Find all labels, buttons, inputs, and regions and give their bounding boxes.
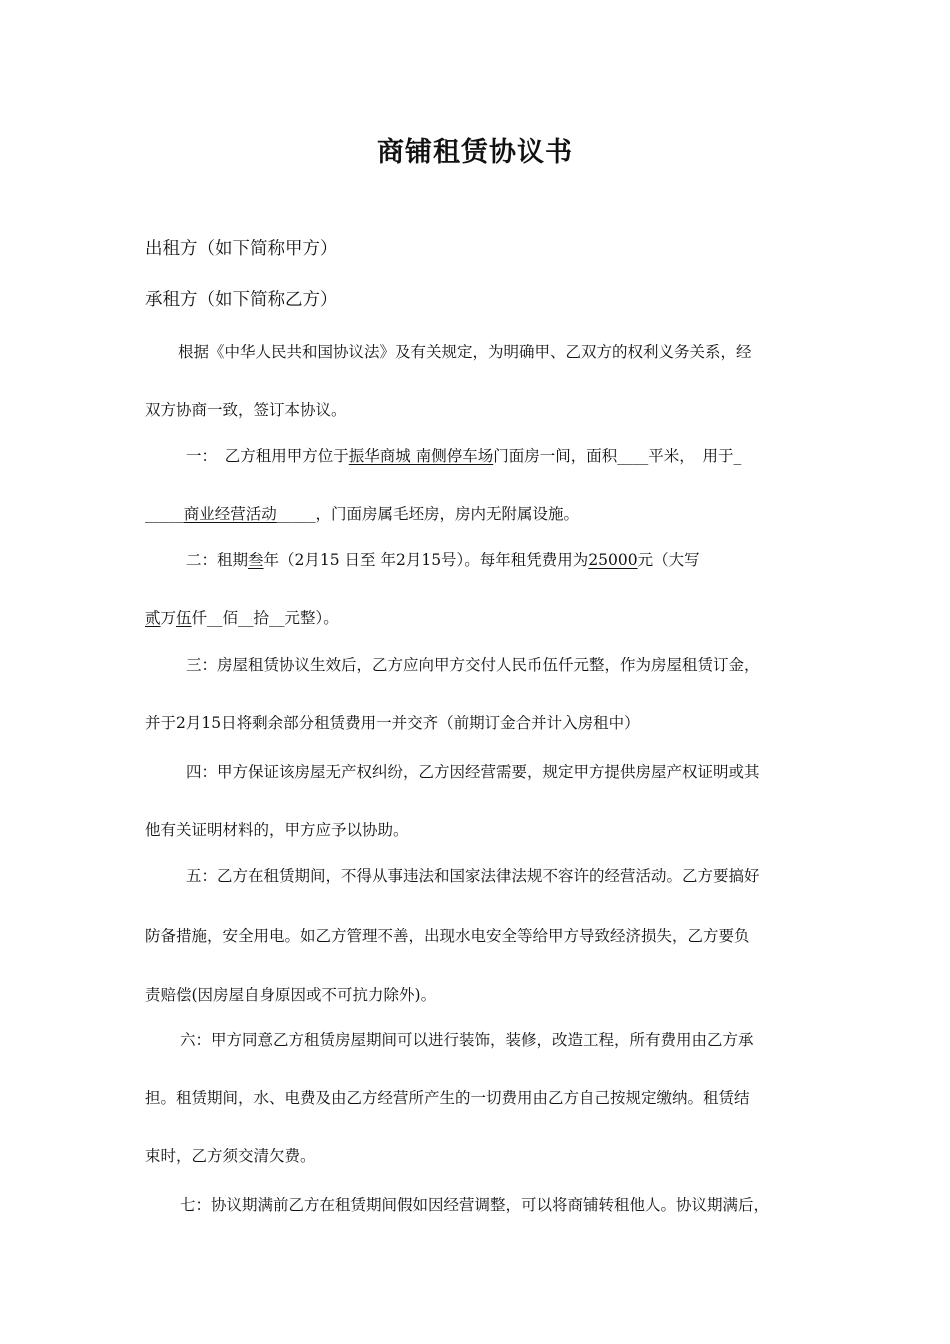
lease-years-value: 叁 <box>248 551 264 569</box>
clause-4-line-2: 他有关证明材料的，甲方应予以协助。 <box>145 821 409 839</box>
clause-2-text: 元（大写 <box>637 551 700 569</box>
clause-2-text: 二：租期 <box>186 551 249 569</box>
usage-value: 商业经营活动 <box>183 505 277 523</box>
usage-blank: _____ <box>276 505 316 523</box>
clause-1-text: 一： 乙方租用甲方位于 <box>186 447 349 465</box>
clause-3-line-2: 并于2月15日将剩余部分租赁费用一并交齐（前期订金合并计入房租中） <box>145 714 640 732</box>
intro-line-1: 根据《中华人民共和国协议法》及有关规定，为明确甲、乙双方的权利义务关系，经 <box>178 343 752 361</box>
clause-6-line-1: 六：甲方同意乙方租赁房屋期间可以进行装饰，装修，改造工程，所有费用由乙方承 <box>180 1031 754 1049</box>
shop-location-value: 振华商城 南侧停车场 <box>348 447 494 465</box>
clause-5-line-2: 防备措施，安全用电。如乙方管理不善，出现水电安全等给甲方导致经济损失，乙方要负 <box>145 927 750 945</box>
intro-line-2: 双方协商一致，签订本协议。 <box>145 401 347 419</box>
amount-wan-unit: 万 <box>160 609 177 627</box>
clause-2-text: 仟__佰__拾__元整）。 <box>191 609 339 627</box>
clause-2-line-2 <box>145 607 339 629</box>
clause-2-text: 年（2月15 日至 年2月15号）。每年租凭费用为 <box>263 551 589 569</box>
clause-6-line-3: 束时，乙方须交清欠费。 <box>145 1147 316 1165</box>
clause-1-line-2 <box>145 503 579 525</box>
lessee-line: 承租方（如下简称乙方） <box>145 290 338 310</box>
clause-5-line-1: 五：乙方在租赁期间，不得从事违法和国家法律法规不容许的经营活动。乙方要搞好 <box>186 867 760 885</box>
usage-blank: _____ <box>145 505 184 523</box>
clause-1-text: 平米， 用于_ <box>648 447 742 465</box>
clause-4-line-1: 四：甲方保证该房屋无产权纠纷，乙方因经营需要，规定甲方提供房屋产权证明或其 <box>186 763 760 781</box>
amount-qian-digit: 伍 <box>176 609 192 627</box>
clause-3-line-1: 三：房屋租赁协议生效后，乙方应向甲方交付人民币伍仟元整，作为房屋租赁订金， <box>186 656 760 674</box>
amount-wan-digit: 贰 <box>145 609 161 627</box>
clause-7-line-1: 七：协议期满前乙方在租赁期间假如因经营调整，可以将商铺转租他人。协议期满后， <box>180 1196 770 1214</box>
document-title: 商铺租赁协议书 <box>377 137 573 168</box>
clause-1-text: 门面房一间，面积 <box>493 447 618 465</box>
clause-1-line-1 <box>186 445 741 467</box>
rent-amount-value: 25000 <box>588 551 638 569</box>
clause-6-line-2: 担。租赁期间，水、电费及由乙方经营所产生的一切费用由乙方自己按规定缴纳。租赁结 <box>145 1089 750 1107</box>
clause-2-line-1 <box>186 549 700 571</box>
lessor-line: 出租方（如下简称甲方） <box>145 239 338 259</box>
clause-5-line-3: 责赔偿(因房屋自身原因或不可抗力除外)。 <box>145 986 437 1004</box>
area-blank: ____ <box>617 447 649 465</box>
clause-1-text: ，门面房属毛坯房，房内无附属设施。 <box>315 505 580 523</box>
